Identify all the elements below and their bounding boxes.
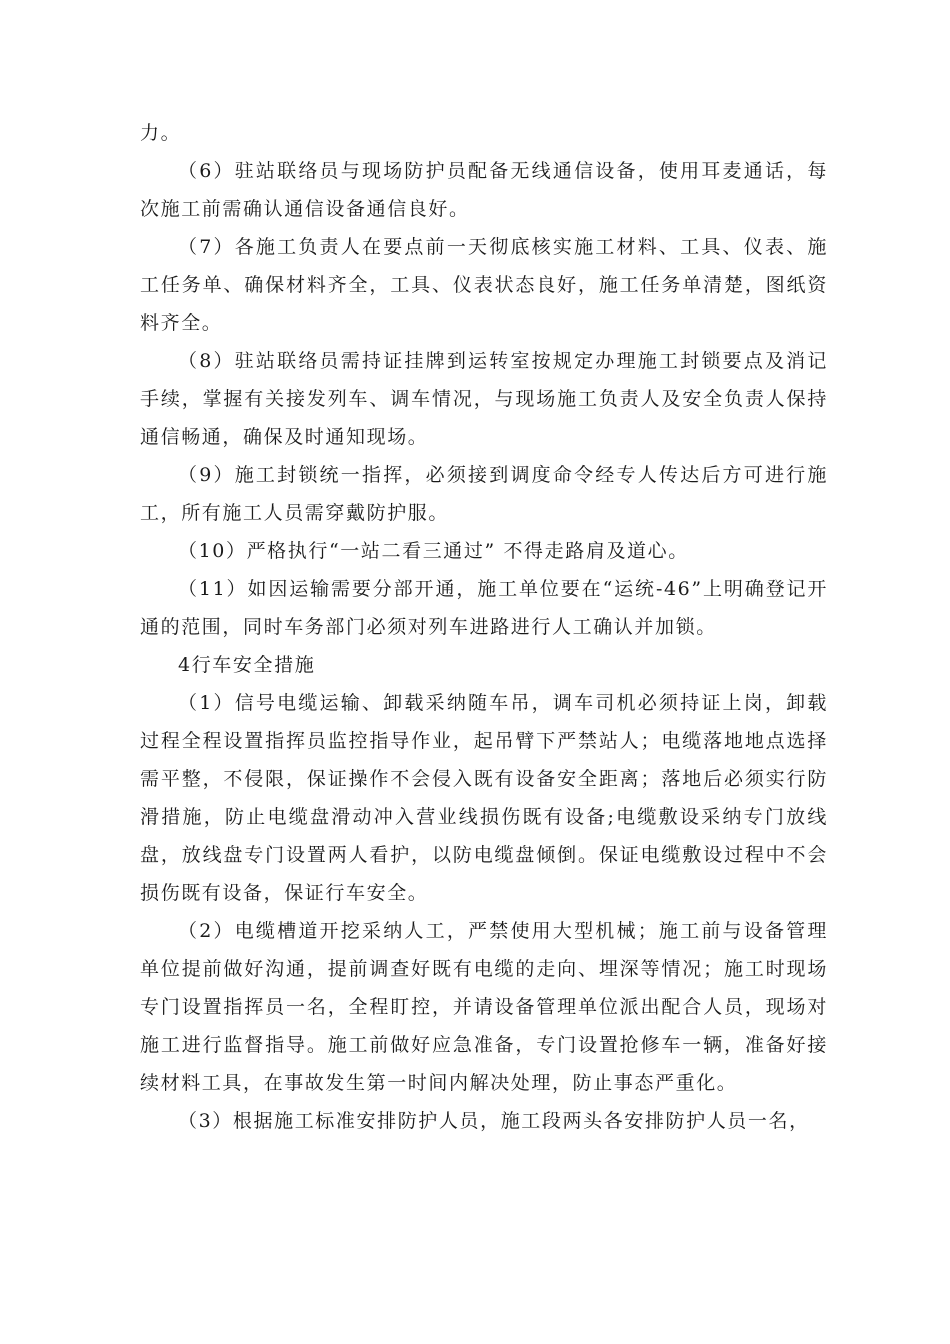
paragraph-item-9: （9）施工封锁统一指挥，必须接到调度命令经专人传达后方可进行施工，所有施工人员需穿戴防护服。 <box>140 464 828 524</box>
section-heading: 4行车安全措施 <box>178 654 316 676</box>
paragraph-item-6: （6）驻站联络员与现场防护员配备无线通信设备，使用耳麦通话，每次施工前需确认通信设备通信良好。 <box>140 160 828 220</box>
paragraph-continuation: 力。 <box>140 122 182 144</box>
section-paragraph-2: （2）电缆槽道开挖采纳人工，严禁使用大型机械；施工前与设备管理单位提前做好沟通，提前调查好既有电缆的走向、埋深等情况；施工时现场专门设置指挥员一名，全程盯控，并请设备管理单位派出配合人员，现场对施工进行监督指导。施工前做好应急准备，专门设置抢修车一辆，准备好接续材料工具，在事故发生第一时间内解决处理，防止事态严重化。 <box>140 920 828 1094</box>
paragraph-item-11: （11）如因运输需要分部开通，施工单位要在“运统-46”上明确登记开通的范围，同时车务部门必须对列车进路进行人工确认并加锁。 <box>140 578 828 638</box>
section-paragraph-1: （1）信号电缆运输、卸载采纳随车吊，调车司机必须持证上岗，卸载过程全程设置指挥员监控指导作业，起吊臂下严禁站人；电缆落地地点选择需平整，不侵限，保证操作不会侵入既有设备安全距离；落地后必须实行防滑措施，防止电缆盘滑动冲入营业线损伤既有设备;电缆敷设采纳专门放线盘，放线盘专门设置两人看护，以防电缆盘倾倒。保证电缆敷设过程中不会损伤既有设备，保证行车安全。 <box>140 692 828 904</box>
document-body <box>140 114 828 1140</box>
section-paragraph-3: （3）根据施工标准安排防护人员，施工段两头各安排防护人员一名， <box>178 1110 810 1132</box>
paragraph-item-8: （8）驻站联络员需持证挂牌到运转室按规定办理施工封锁要点及消记手续，掌握有关接发列车、调车情况，与现场施工负责人及安全负责人保持通信畅通，确保及时通知现场。 <box>140 350 828 448</box>
paragraph-item-7: （7）各施工负责人在要点前一天彻底核实施工材料、工具、仪表、施工任务单、确保材料齐全，工具、仪表状态良好，施工任务单清楚，图纸资料齐全。 <box>140 236 828 334</box>
paragraph-item-10: （10）严格执行“一站二看三通过” 不得走路肩及道心。 <box>178 540 689 562</box>
